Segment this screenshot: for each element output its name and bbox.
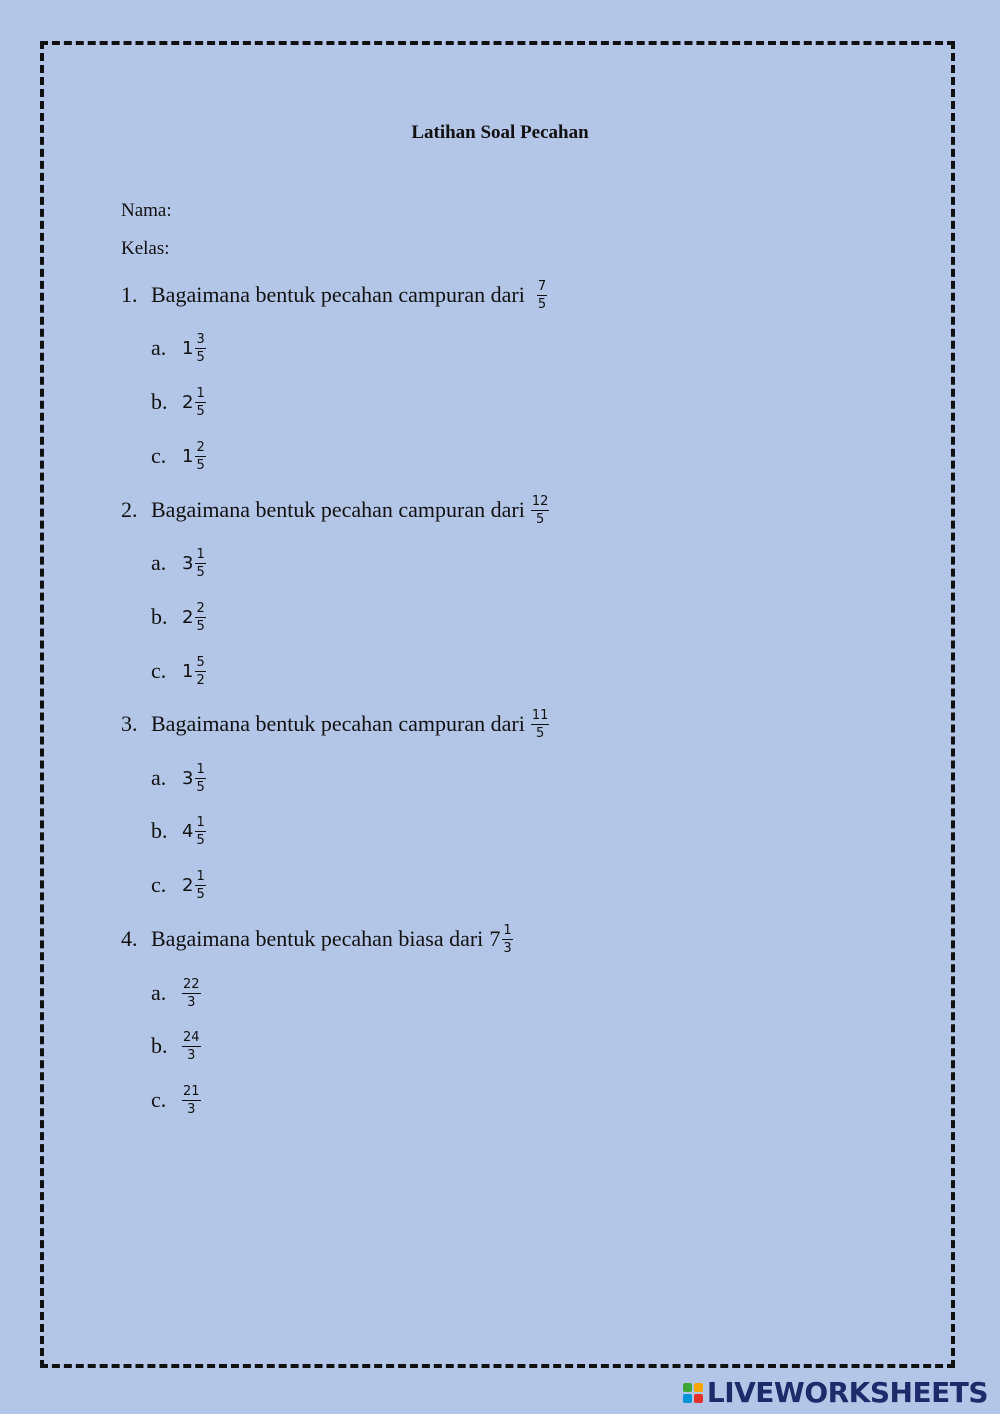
numerator: 1: [196, 385, 205, 401]
option-label: c.: [151, 443, 167, 468]
option-label: c.: [151, 872, 167, 897]
numerator: 1: [196, 868, 205, 884]
option-1b[interactable]: [151, 377, 206, 427]
numerator: 2: [196, 600, 205, 616]
option-4a[interactable]: [151, 968, 201, 1018]
denominator: 3: [503, 940, 512, 956]
option-2a[interactable]: [151, 538, 206, 588]
denominator: 5: [196, 403, 205, 419]
option-4b[interactable]: [151, 1021, 201, 1071]
question-number: 1.: [121, 282, 138, 307]
denominator: 5: [537, 296, 547, 312]
whole-number: 1: [182, 660, 194, 682]
denominator: 5: [535, 725, 545, 741]
option-label: a.: [151, 550, 167, 575]
question-number: 3.: [121, 711, 138, 736]
denominator: 5: [196, 886, 205, 902]
option-label: a.: [151, 765, 167, 790]
numerator: 24: [183, 1029, 200, 1045]
question-mixed-number: [489, 924, 512, 955]
denominator: 5: [535, 511, 545, 527]
numerator: 21: [183, 1083, 200, 1099]
numerator: 7: [537, 278, 547, 294]
option-1a[interactable]: [151, 323, 206, 373]
numerator: 12: [531, 493, 549, 509]
denominator: 2: [196, 672, 205, 688]
whole-number: 1: [182, 337, 194, 359]
option-label: b.: [151, 818, 168, 843]
class-field-label: Kelas:: [121, 238, 170, 259]
question-fraction: [531, 709, 550, 740]
denominator: 5: [196, 457, 205, 473]
whole-number: 3: [182, 767, 194, 789]
denominator: 3: [187, 1101, 196, 1117]
option-3a[interactable]: [151, 753, 206, 803]
option-4c[interactable]: [151, 1075, 201, 1125]
question-4: [121, 914, 513, 964]
question-number: 2.: [121, 497, 138, 522]
whole-number: 4: [182, 820, 194, 842]
option-1c[interactable]: [151, 431, 206, 481]
question-text: Bagaimana bentuk pecahan campuran dari: [151, 711, 525, 736]
numerator: 3: [196, 331, 205, 347]
denominator: 5: [196, 779, 205, 795]
liveworksheets-watermark: [683, 1376, 988, 1409]
numerator: 1: [196, 546, 205, 562]
question-1: [121, 270, 547, 320]
numerator: 1: [196, 761, 205, 777]
whole-number: 2: [182, 874, 194, 896]
question-fraction: [531, 495, 550, 526]
denominator: 5: [196, 349, 205, 365]
option-3b[interactable]: [151, 806, 206, 856]
question-text: Bagaimana bentuk pecahan biasa dari: [151, 926, 484, 951]
option-label: b.: [151, 604, 168, 629]
option-3c[interactable]: [151, 860, 206, 910]
question-2: [121, 485, 549, 535]
whole-number: 1: [182, 445, 194, 467]
watermark-text: LIVEWORKSHEETS: [706, 1376, 988, 1409]
numerator: 11: [531, 707, 549, 723]
numerator: 2: [196, 439, 205, 455]
question-number: 4.: [121, 926, 138, 951]
question-fraction: [537, 280, 547, 311]
option-label: c.: [151, 1087, 167, 1112]
whole-number: 2: [182, 606, 194, 628]
denominator: 5: [196, 832, 205, 848]
liveworksheets-logo-icon: [683, 1383, 703, 1403]
question-text: Bagaimana bentuk pecahan campuran dari: [151, 282, 525, 307]
question-text: Bagaimana bentuk pecahan campuran dari: [151, 497, 525, 522]
question-3: [121, 699, 549, 749]
whole-number: 2: [182, 391, 194, 413]
numerator: 22: [183, 976, 200, 992]
denominator: 5: [196, 618, 205, 634]
denominator: 3: [187, 994, 196, 1010]
whole-number: 3: [182, 552, 194, 574]
option-2b[interactable]: [151, 592, 206, 642]
page-title: Latihan Soal Pecahan: [411, 122, 589, 143]
name-field-label: Nama:: [121, 200, 172, 221]
numerator: 1: [503, 922, 512, 938]
option-2c[interactable]: [151, 646, 206, 696]
whole-number: 7: [489, 926, 501, 951]
denominator: 3: [187, 1047, 196, 1063]
option-label: c.: [151, 658, 167, 683]
option-label: a.: [151, 335, 167, 360]
denominator: 5: [196, 564, 205, 580]
numerator: 5: [196, 654, 205, 670]
option-label: a.: [151, 980, 167, 1005]
option-label: b.: [151, 1033, 168, 1058]
option-label: b.: [151, 389, 168, 414]
numerator: 1: [196, 814, 205, 830]
